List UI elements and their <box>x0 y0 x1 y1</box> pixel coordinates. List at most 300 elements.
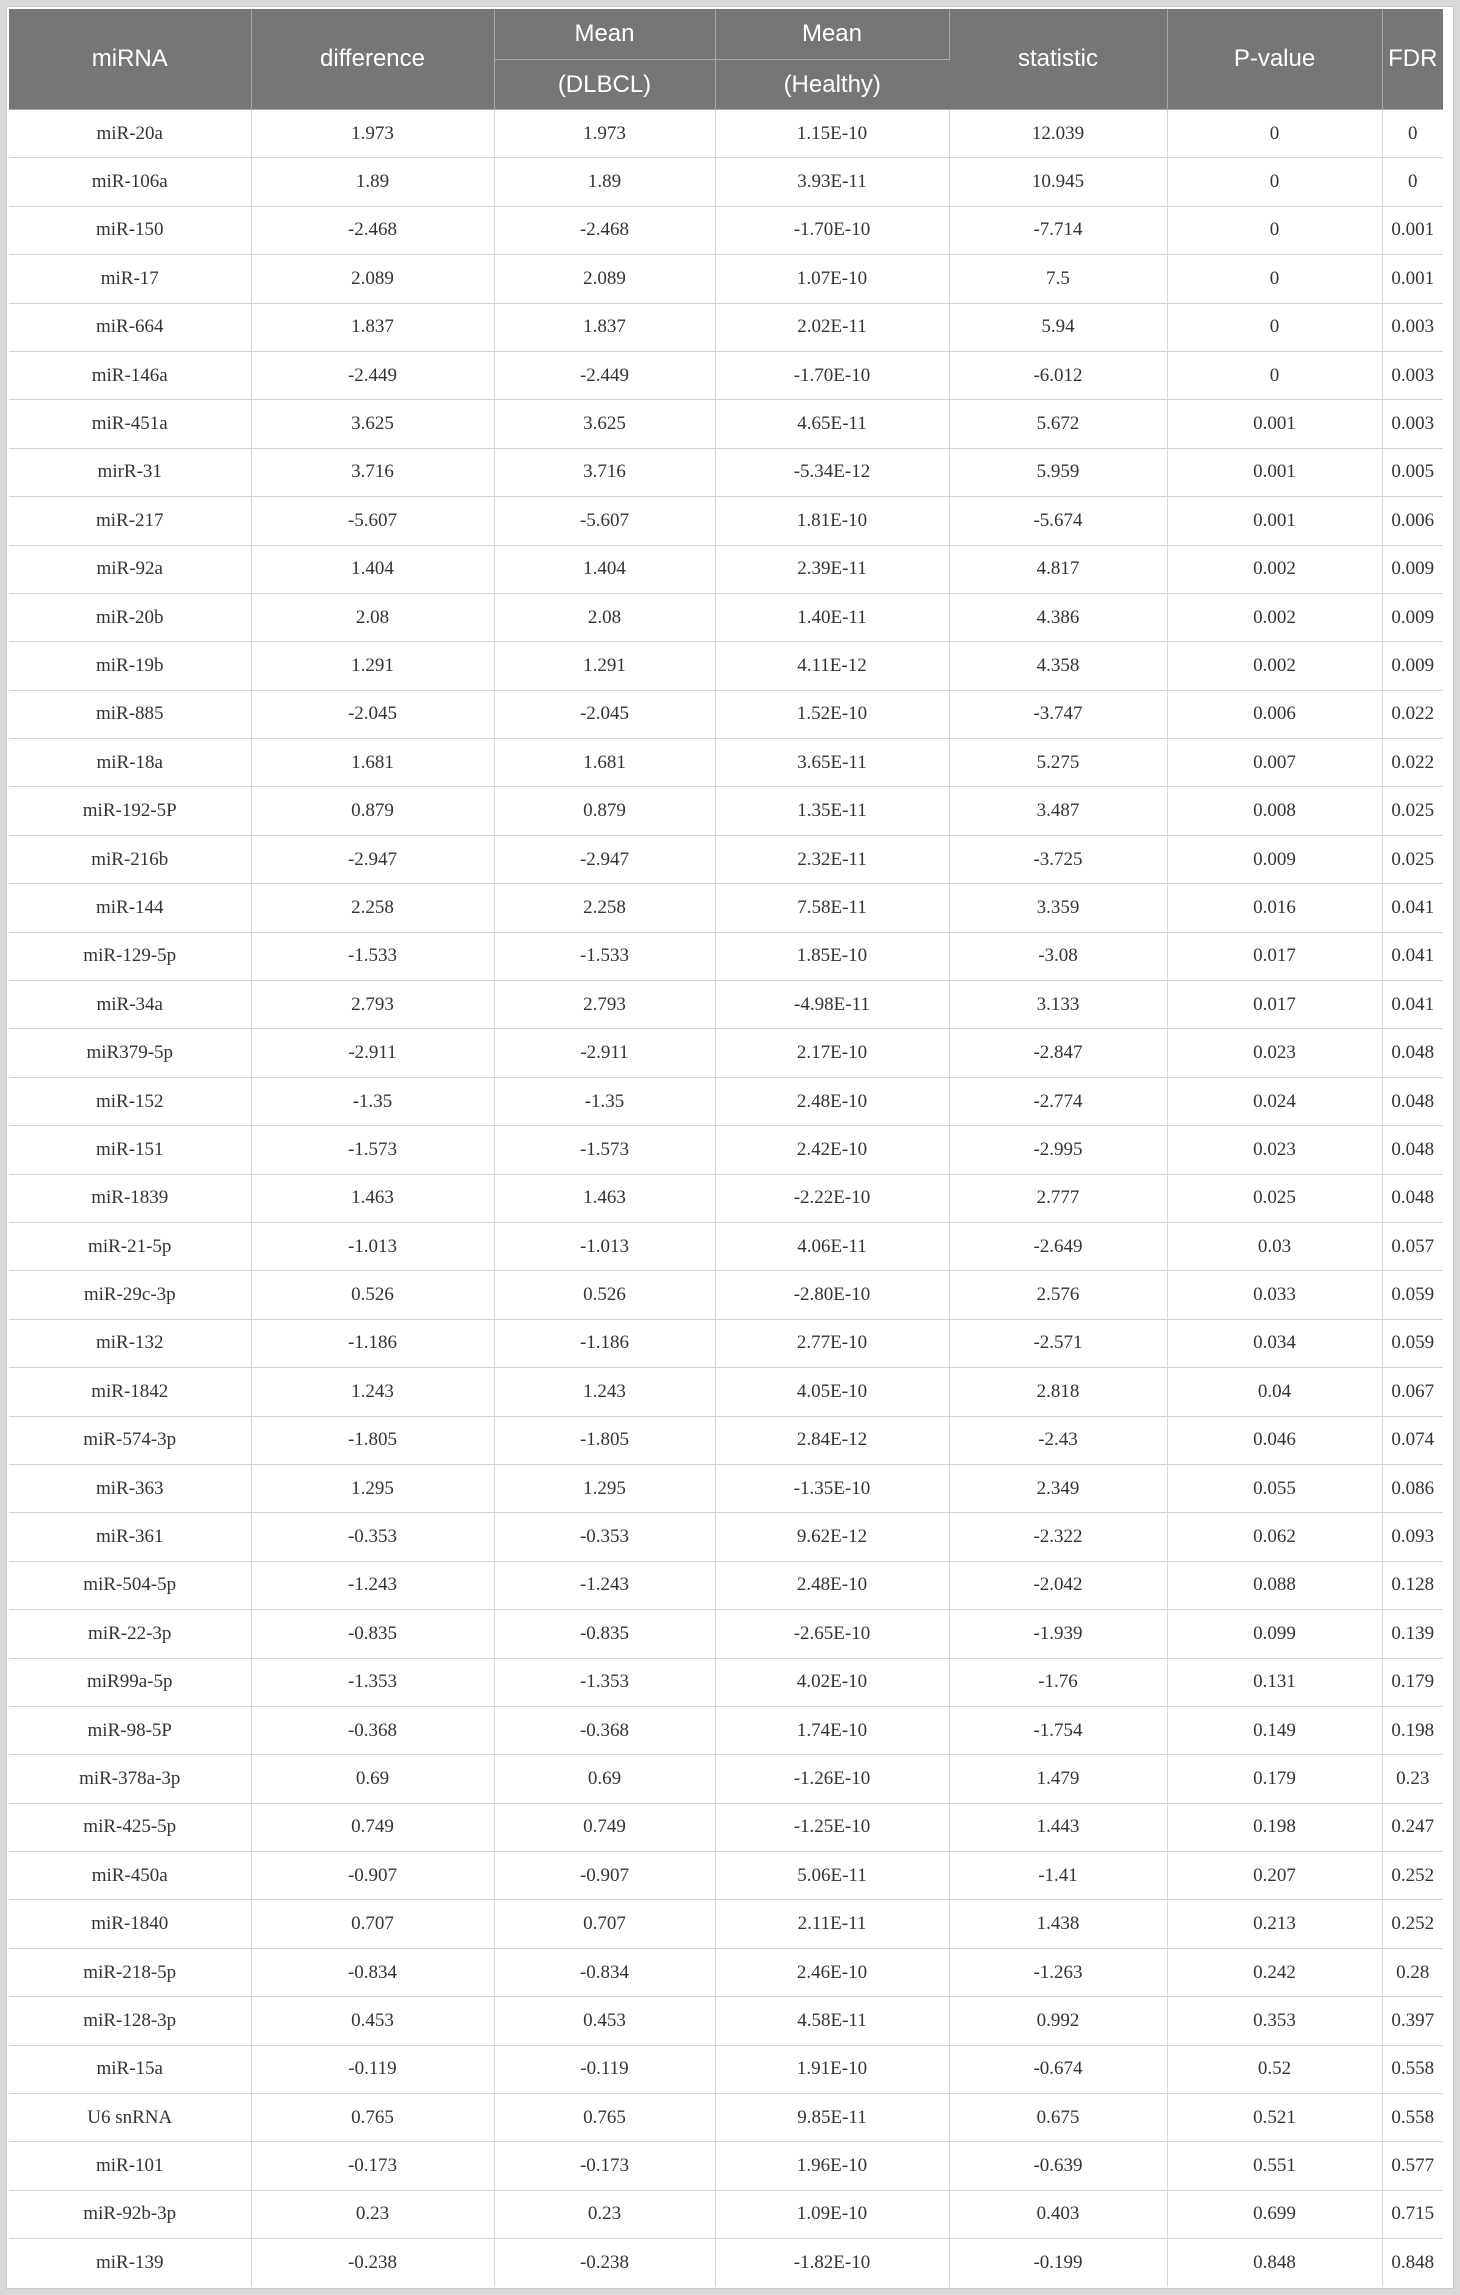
cell-mirna: miR-146a <box>9 351 251 399</box>
cell-pvalue: 0.551 <box>1167 2142 1382 2190</box>
cell-mean-healthy: 1.74E-10 <box>715 1706 949 1754</box>
cell-pvalue: 0.023 <box>1167 1029 1382 1077</box>
table-header <box>9 9 1443 110</box>
table-frame <box>6 6 1454 2289</box>
table-row <box>9 1464 1443 1512</box>
cell-pvalue: 0.001 <box>1167 497 1382 545</box>
cell-difference: 1.681 <box>251 739 494 787</box>
table-row <box>9 1368 1443 1416</box>
table-row <box>9 739 1443 787</box>
cell-fdr: 0.23 <box>1382 1755 1443 1803</box>
cell-statistic: 5.959 <box>949 448 1167 496</box>
cell-pvalue: 0.198 <box>1167 1803 1382 1851</box>
table-row <box>9 2094 1443 2142</box>
cell-difference: -2.045 <box>251 690 494 738</box>
cell-fdr: 0.074 <box>1382 1416 1443 1464</box>
cell-difference: -1.353 <box>251 1658 494 1706</box>
cell-mean-healthy: 1.52E-10 <box>715 690 949 738</box>
cell-mirna: mirR-31 <box>9 448 251 496</box>
cell-statistic: 2.818 <box>949 1368 1167 1416</box>
cell-mirna: miR-451a <box>9 400 251 448</box>
cell-mean-dlbcl: -1.353 <box>494 1658 715 1706</box>
cell-mean-dlbcl: 1.681 <box>494 739 715 787</box>
table-row <box>9 400 1443 448</box>
cell-fdr: 0.848 <box>1391 2251 1435 2273</box>
cell-mirna: miR-216b <box>9 835 251 883</box>
header-mean-healthy-bottom: (Healthy) <box>715 60 949 110</box>
cell-pvalue: 0.001 <box>1167 400 1382 448</box>
cell-statistic: -3.747 <box>949 690 1167 738</box>
cell-fdr: 0.041 <box>1382 981 1443 1029</box>
cell-mirna: miR99a-5p <box>9 1658 251 1706</box>
cell-statistic: 1.438 <box>949 1900 1167 1948</box>
table-body <box>9 110 1443 2287</box>
cell-difference: 2.08 <box>251 593 494 641</box>
cell-mirna: miR-98-5P <box>9 1706 251 1754</box>
cell-mean-dlbcl: -1.243 <box>494 1561 715 1609</box>
cell-difference: 1.89 <box>251 158 494 206</box>
cell-mean-healthy: 3.93E-11 <box>715 158 949 206</box>
cell-pvalue: 0 <box>1167 255 1382 303</box>
cell-mean-dlbcl: -1.805 <box>494 1416 715 1464</box>
header-difference: difference <box>251 9 494 110</box>
cell-mirna: miR-144 <box>9 884 251 932</box>
cell-difference: -2.468 <box>251 206 494 254</box>
table-row <box>9 1803 1443 1851</box>
cell-fdr: 0.022 <box>1382 690 1443 738</box>
cell-mirna: miR-217 <box>9 497 251 545</box>
table-row <box>9 351 1443 399</box>
table-row <box>9 884 1443 932</box>
cell-statistic: 0.403 <box>949 2190 1167 2238</box>
table-row <box>9 1319 1443 1367</box>
cell-statistic: -2.774 <box>949 1077 1167 1125</box>
header-mean-healthy-top: Mean <box>715 9 949 60</box>
cell-mirna: miR-1839 <box>9 1174 251 1222</box>
cell-pvalue: 0.025 <box>1167 1174 1382 1222</box>
cell-mirna: miR379-5p <box>9 1029 251 1077</box>
table-row <box>9 110 1443 158</box>
cell-mirna: miR-361 <box>9 1513 251 1561</box>
cell-mean-healthy: 2.46E-10 <box>715 1948 949 1996</box>
cell-difference: -0.835 <box>251 1610 494 1658</box>
cell-mean-healthy: -1.70E-10 <box>715 206 949 254</box>
cell-fdr: 0 <box>1382 158 1443 206</box>
cell-pvalue: 0.002 <box>1167 642 1382 690</box>
table-row <box>9 1948 1443 1996</box>
table-row <box>9 1852 1443 1900</box>
cell-mean-dlbcl: 1.973 <box>494 110 715 158</box>
cell-difference: -1.533 <box>251 932 494 980</box>
cell-mean-healthy: 1.85E-10 <box>715 932 949 980</box>
cell-mean-dlbcl: 1.89 <box>494 158 715 206</box>
cell-mean-healthy: -1.35E-10 <box>715 1464 949 1512</box>
cell-mean-healthy: 1.81E-10 <box>715 497 949 545</box>
cell-fdr: 0.009 <box>1382 593 1443 641</box>
table-row <box>9 1900 1443 1948</box>
cell-statistic: 3.133 <box>949 981 1167 1029</box>
cell-mirna: miR-885 <box>9 690 251 738</box>
cell-fdr: 0.715 <box>1382 2190 1443 2238</box>
cell-fdr: 0.048 <box>1382 1029 1443 1077</box>
cell-mean-healthy: -5.34E-12 <box>715 448 949 496</box>
cell-fdr: 0.247 <box>1382 1803 1443 1851</box>
cell-mean-healthy: 1.40E-11 <box>715 593 949 641</box>
cell-mirna: miR-150 <box>9 206 251 254</box>
table-row <box>9 255 1443 303</box>
cell-mean-healthy: -4.98E-11 <box>715 981 949 1029</box>
cell-mean-healthy: 5.06E-11 <box>715 1852 949 1900</box>
cell-difference: -2.911 <box>251 1029 494 1077</box>
cell-pvalue: 0.008 <box>1167 787 1382 835</box>
cell-fdr: 0.252 <box>1382 1852 1443 1900</box>
cell-mean-healthy: 1.96E-10 <box>715 2142 949 2190</box>
cell-pvalue: 0.213 <box>1167 1900 1382 1948</box>
cell-mean-healthy: 4.11E-12 <box>715 642 949 690</box>
cell-mirna: miR-1842 <box>9 1368 251 1416</box>
cell-difference: -0.238 <box>251 2239 494 2287</box>
cell-pvalue: 0.04 <box>1167 1368 1382 1416</box>
cell-statistic: 2.777 <box>949 1174 1167 1222</box>
cell-pvalue: 0.024 <box>1167 1077 1382 1125</box>
cell-mean-healthy: 2.11E-11 <box>715 1900 949 1948</box>
cell-difference: 2.258 <box>251 884 494 932</box>
cell-mean-dlbcl: -1.013 <box>494 1222 715 1270</box>
cell-statistic: 12.039 <box>949 110 1167 158</box>
cell-difference: 1.404 <box>251 545 494 593</box>
cell-mean-dlbcl: -2.045 <box>494 690 715 738</box>
cell-pvalue: 0.699 <box>1167 2190 1382 2238</box>
cell-mirna: miR-20b <box>9 593 251 641</box>
cell-mean-dlbcl: 1.243 <box>494 1368 715 1416</box>
table-row <box>9 1271 1443 1319</box>
cell-statistic: -0.674 <box>949 2045 1167 2093</box>
cell-mean-healthy: 4.58E-11 <box>715 1997 949 2045</box>
cell-pvalue: 0.006 <box>1167 690 1382 738</box>
cell-mean-dlbcl: -0.368 <box>494 1706 715 1754</box>
cell-fdr: 0.057 <box>1382 1222 1443 1270</box>
cell-mean-dlbcl: -1.186 <box>494 1319 715 1367</box>
cell-statistic: -1.754 <box>949 1706 1167 1754</box>
cell-fdr: 0.198 <box>1382 1706 1443 1754</box>
cell-statistic: -0.199 <box>949 2239 1167 2287</box>
cell-fdr: 0.001 <box>1382 206 1443 254</box>
cell-mean-dlbcl: 0.23 <box>494 2190 715 2238</box>
header-mean-dlbcl-bottom: (DLBCL) <box>494 60 715 110</box>
cell-statistic: 10.945 <box>949 158 1167 206</box>
cell-fdr: 0.006 <box>1382 497 1443 545</box>
cell-difference: -0.907 <box>251 1852 494 1900</box>
cell-difference: 0.69 <box>251 1755 494 1803</box>
cell-statistic: -7.714 <box>949 206 1167 254</box>
cell-difference: 1.243 <box>251 1368 494 1416</box>
cell-pvalue: 0.131 <box>1167 1658 1382 1706</box>
cell-fdr: 0.397 <box>1382 1997 1443 2045</box>
cell-fdr: 0.041 <box>1382 932 1443 980</box>
cell-difference: 1.295 <box>251 1464 494 1512</box>
cell-fdr: 0.558 <box>1382 2045 1443 2093</box>
cell-mean-dlbcl: 1.404 <box>494 545 715 593</box>
table-row <box>9 1077 1443 1125</box>
table-row <box>9 1416 1443 1464</box>
cell-pvalue: 0.207 <box>1167 1852 1382 1900</box>
cell-pvalue: 0 <box>1167 351 1382 399</box>
cell-fdr: 0.003 <box>1382 351 1443 399</box>
cell-difference: -0.834 <box>251 1948 494 1996</box>
cell-mean-dlbcl: 0.707 <box>494 1900 715 1948</box>
cell-pvalue: 0.002 <box>1167 545 1382 593</box>
cell-difference: 0.526 <box>251 1271 494 1319</box>
cell-statistic: 2.349 <box>949 1464 1167 1512</box>
cell-mean-dlbcl: 0.765 <box>494 2094 715 2142</box>
cell-mean-dlbcl: 0.749 <box>494 1803 715 1851</box>
cell-mirna: miR-151 <box>9 1126 251 1174</box>
cell-statistic: 1.479 <box>949 1755 1167 1803</box>
cell-pvalue: 0.009 <box>1167 835 1382 883</box>
cell-mean-dlbcl: 1.463 <box>494 1174 715 1222</box>
cell-mirna: miR-101 <box>9 2142 251 2190</box>
cell-pvalue: 0 <box>1167 206 1382 254</box>
cell-fdr: 0.558 <box>1382 2094 1443 2142</box>
table-row <box>9 206 1443 254</box>
cell-difference: 0.453 <box>251 1997 494 2045</box>
cell-mean-dlbcl: 2.089 <box>494 255 715 303</box>
cell-pvalue: 0.179 <box>1167 1755 1382 1803</box>
cell-statistic: 4.817 <box>949 545 1167 593</box>
cell-mean-healthy: 9.62E-12 <box>715 1513 949 1561</box>
cell-difference: 0.23 <box>251 2190 494 2238</box>
table-row <box>9 1513 1443 1561</box>
table-row <box>9 2045 1443 2093</box>
table-row <box>9 1610 1443 1658</box>
cell-pvalue: 0.242 <box>1167 1948 1382 1996</box>
cell-difference: 1.463 <box>251 1174 494 1222</box>
cell-mean-healthy: 3.65E-11 <box>715 739 949 787</box>
cell-pvalue: 0.017 <box>1167 932 1382 980</box>
cell-fdr: 0.048 <box>1382 1077 1443 1125</box>
cell-mean-dlbcl: 2.793 <box>494 981 715 1029</box>
cell-difference: -0.368 <box>251 1706 494 1754</box>
cell-statistic: -1.76 <box>949 1658 1167 1706</box>
cell-difference: 3.716 <box>251 448 494 496</box>
cell-statistic: -1.939 <box>949 1610 1167 1658</box>
cell-pvalue: 0.001 <box>1167 448 1382 496</box>
cell-fdr: 0.179 <box>1382 1658 1443 1706</box>
table-row <box>9 2142 1443 2190</box>
cell-fdr: 0.025 <box>1382 835 1443 883</box>
table-row <box>9 835 1443 883</box>
cell-pvalue: 0.062 <box>1167 1513 1382 1561</box>
cell-statistic: 0.992 <box>949 1997 1167 2045</box>
cell-pvalue: 0.055 <box>1167 1464 1382 1512</box>
cell-mirna: miR-15a <box>9 2045 251 2093</box>
table-row <box>9 1029 1443 1077</box>
cell-fdr: 0.252 <box>1382 1900 1443 1948</box>
table-row <box>9 593 1443 641</box>
table-row <box>9 787 1443 835</box>
cell-fdr: 0 <box>1382 110 1443 158</box>
table-row <box>9 2190 1443 2238</box>
cell-pvalue: 0.017 <box>1167 981 1382 1029</box>
cell-difference: -0.119 <box>251 2045 494 2093</box>
cell-mean-dlbcl: -1.573 <box>494 1126 715 1174</box>
cell-mirna: miR-378a-3p <box>9 1755 251 1803</box>
cell-mirna: miR-664 <box>9 303 251 351</box>
cell-mean-dlbcl: 0.526 <box>494 1271 715 1319</box>
cell-fdr: 0.139 <box>1382 1610 1443 1658</box>
cell-difference: 0.879 <box>251 787 494 835</box>
cell-fdr: 0.005 <box>1382 448 1443 496</box>
cell-statistic: -3.725 <box>949 835 1167 883</box>
cell-mirna: miR-450a <box>9 1852 251 1900</box>
cell-mean-healthy: -2.65E-10 <box>715 1610 949 1658</box>
cell-mean-dlbcl: -2.449 <box>494 351 715 399</box>
cell-difference: 1.973 <box>251 110 494 158</box>
cell-statistic: -2.042 <box>949 1561 1167 1609</box>
cell-pvalue: 0.088 <box>1167 1561 1382 1609</box>
cell-statistic: -3.08 <box>949 932 1167 980</box>
table-row <box>9 497 1443 545</box>
cell-pvalue: 0 <box>1167 303 1382 351</box>
table-row <box>9 642 1443 690</box>
cell-mirna: miR-20a <box>9 110 251 158</box>
cell-mean-healthy: -1.70E-10 <box>715 351 949 399</box>
cell-difference: -1.243 <box>251 1561 494 1609</box>
cell-mirna: miR-92b-3p <box>9 2190 251 2238</box>
cell-pvalue: 0.353 <box>1167 1997 1382 2045</box>
cell-statistic: -2.995 <box>949 1126 1167 1174</box>
cell-mirna: miR-218-5p <box>9 1948 251 1996</box>
cell-pvalue: 0.007 <box>1167 739 1382 787</box>
table-row <box>9 448 1443 496</box>
cell-mirna: miR-92a <box>9 545 251 593</box>
cell-mean-dlbcl: -0.834 <box>494 1948 715 1996</box>
cell-mean-healthy: 1.07E-10 <box>715 255 949 303</box>
cell-mirna: miR-425-5p <box>9 1803 251 1851</box>
cell-mirna: miR-17 <box>9 255 251 303</box>
cell-mirna: miR-29c-3p <box>9 1271 251 1319</box>
cell-mean-healthy: 1.15E-10 <box>715 110 949 158</box>
cell-fdr: 0.059 <box>1382 1271 1443 1319</box>
cell-mean-healthy: 1.91E-10 <box>715 2045 949 2093</box>
cell-difference: -1.573 <box>251 1126 494 1174</box>
cell-fdr: 0.001 <box>1382 255 1443 303</box>
cell-fdr: 0.059 <box>1382 1319 1443 1367</box>
cell-statistic: 3.359 <box>949 884 1167 932</box>
cell-statistic: 0.675 <box>949 2094 1167 2142</box>
cell-mirna: miR-19b <box>9 642 251 690</box>
cell-mean-healthy: -2.22E-10 <box>715 1174 949 1222</box>
cell-fdr: 0.128 <box>1382 1561 1443 1609</box>
cell-difference: 1.291 <box>251 642 494 690</box>
cell-pvalue: 0.016 <box>1167 884 1382 932</box>
cell-mean-dlbcl: 2.08 <box>494 593 715 641</box>
cell-fdr: 0.28 <box>1382 1948 1443 1996</box>
cell-statistic: 7.5 <box>949 255 1167 303</box>
cell-mean-dlbcl: -0.238 <box>494 2239 715 2287</box>
cell-mean-healthy: -1.25E-10 <box>715 1803 949 1851</box>
cell-mean-healthy: 4.06E-11 <box>715 1222 949 1270</box>
cell-mean-dlbcl: 0.69 <box>494 1755 715 1803</box>
cell-fdr: 0.003 <box>1382 400 1443 448</box>
cell-fdr: 0.003 <box>1382 303 1443 351</box>
table-row <box>9 545 1443 593</box>
header-fdr: FDR <box>1382 9 1443 110</box>
cell-statistic: 3.487 <box>949 787 1167 835</box>
cell-difference: 2.793 <box>251 981 494 1029</box>
table-row <box>9 303 1443 351</box>
cell-difference: 3.625 <box>251 400 494 448</box>
header-mirna: miRNA <box>9 9 251 110</box>
table-row <box>9 981 1443 1029</box>
cell-mean-healthy: 2.84E-12 <box>715 1416 949 1464</box>
cell-mean-dlbcl: -1.533 <box>494 932 715 980</box>
cell-mirna: miR-363 <box>9 1464 251 1512</box>
cell-mean-dlbcl: 1.291 <box>494 642 715 690</box>
cell-fdr: 0.093 <box>1382 1513 1443 1561</box>
cell-mean-healthy: 2.42E-10 <box>715 1126 949 1174</box>
cell-pvalue: 0.521 <box>1167 2094 1382 2142</box>
header-mean-dlbcl-top: Mean <box>494 9 715 60</box>
cell-mean-healthy: 2.39E-11 <box>715 545 949 593</box>
cell-mean-dlbcl: -2.947 <box>494 835 715 883</box>
table-row <box>9 158 1443 206</box>
cell-mirna: miR-18a <box>9 739 251 787</box>
cell-difference: -1.805 <box>251 1416 494 1464</box>
cell-mean-healthy: 2.32E-11 <box>715 835 949 883</box>
cell-mean-dlbcl: 3.716 <box>494 448 715 496</box>
cell-mirna: miR-128-3p <box>9 1997 251 2045</box>
cell-pvalue: 0 <box>1167 158 1382 206</box>
cell-mirna: miR-152 <box>9 1077 251 1125</box>
cell-mean-healthy: 2.48E-10 <box>715 1561 949 1609</box>
cell-statistic: 2.576 <box>949 1271 1167 1319</box>
cell-mirna: miR-34a <box>9 981 251 1029</box>
table-row <box>9 1658 1443 1706</box>
cell-mean-dlbcl: -0.173 <box>494 2142 715 2190</box>
cell-statistic: 4.386 <box>949 593 1167 641</box>
cell-mean-dlbcl: -0.119 <box>494 2045 715 2093</box>
cell-statistic: -2.571 <box>949 1319 1167 1367</box>
cell-mean-healthy: 4.65E-11 <box>715 400 949 448</box>
cell-statistic: -6.012 <box>949 351 1167 399</box>
table-row <box>9 1755 1443 1803</box>
cell-statistic: 5.672 <box>949 400 1167 448</box>
cell-difference: -5.607 <box>251 497 494 545</box>
cell-difference: -1.35 <box>251 1077 494 1125</box>
cell-pvalue: 0.023 <box>1167 1126 1382 1174</box>
cell-fdr: 0.086 <box>1382 1464 1443 1512</box>
cell-difference: 0.707 <box>251 1900 494 1948</box>
table-row <box>9 1174 1443 1222</box>
mirna-table <box>9 9 1443 2287</box>
cell-difference: 0.749 <box>251 1803 494 1851</box>
cell-mean-dlbcl: 1.837 <box>494 303 715 351</box>
cell-statistic: 1.443 <box>949 1803 1167 1851</box>
cell-mean-healthy: 2.77E-10 <box>715 1319 949 1367</box>
cell-mean-healthy: -2.80E-10 <box>715 1271 949 1319</box>
cell-difference: -1.186 <box>251 1319 494 1367</box>
cell-difference: -0.173 <box>251 2142 494 2190</box>
cell-statistic: -2.43 <box>949 1416 1167 1464</box>
table-row <box>9 1561 1443 1609</box>
cell-mean-healthy: 2.17E-10 <box>715 1029 949 1077</box>
cell-mirna: miR-106a <box>9 158 251 206</box>
cell-mean-healthy: 9.85E-11 <box>715 2094 949 2142</box>
cell-statistic: 5.275 <box>949 739 1167 787</box>
cell-difference: 0.765 <box>251 2094 494 2142</box>
cell-mean-healthy: 4.02E-10 <box>715 1658 949 1706</box>
